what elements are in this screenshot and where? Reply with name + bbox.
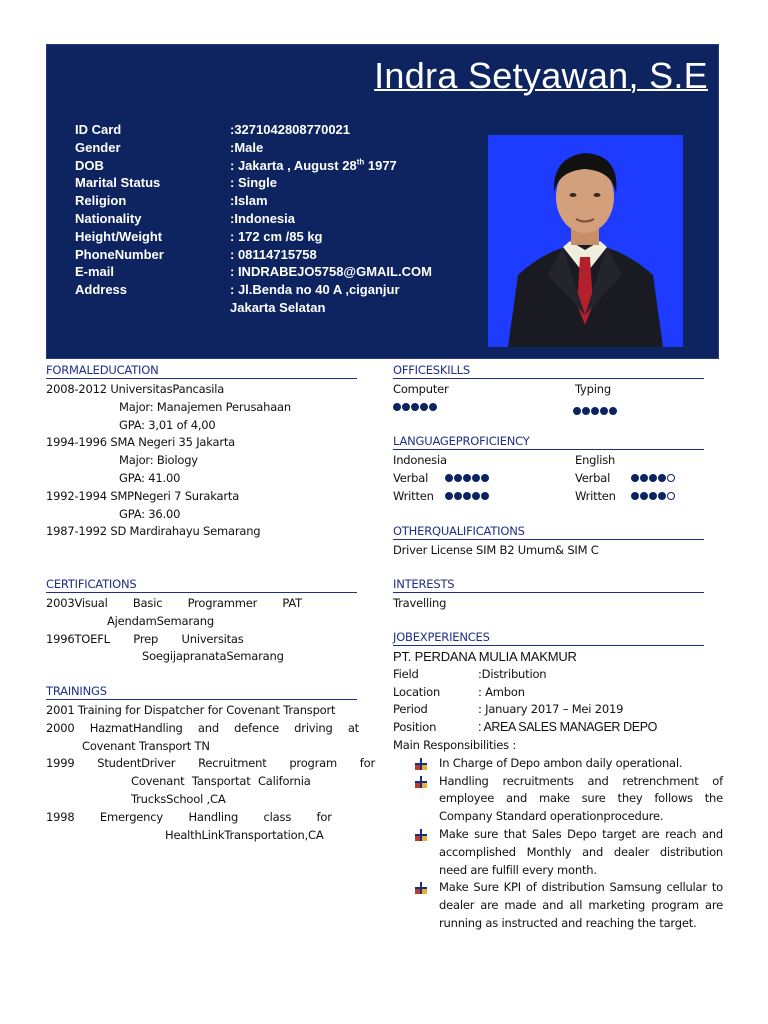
- section-title: OTHERQUALIFICATIONS: [393, 524, 704, 540]
- rating-dot-filled: [631, 492, 639, 500]
- rating-dot-filled: [463, 492, 471, 500]
- training-line: 1999 StudentDriver Recruitment program for: [46, 756, 375, 771]
- job-field-value: : AREA SALES MANAGER DEPO: [478, 720, 657, 735]
- responsibility-item: Make sure that Sales Depo target are reach and accomplished Monthly and dealer distribution need are fulfill every month.: [393, 826, 723, 879]
- indonesia-verbal-rating: [445, 470, 490, 488]
- rating-dot-filled: [658, 474, 666, 482]
- info-label: Religion: [75, 193, 127, 209]
- skill-rating-typing: [573, 403, 618, 421]
- section-title: FORMALEDUCATION: [46, 363, 357, 379]
- education-line: GPA: 3,01 of 4,00: [119, 417, 216, 432]
- section-title: OFFICESKILLS: [393, 363, 704, 379]
- verbal-label: Verbal: [575, 471, 611, 486]
- education-line: Major: Manajemen Perusahaan: [119, 399, 291, 414]
- certification-line: SoegijapranataSemarang: [142, 649, 284, 664]
- rating-dot-filled: [573, 407, 581, 415]
- skill-name: Computer: [393, 382, 449, 396]
- info-value: : Jl.Benda no 40 A ,ciganjur: [230, 282, 400, 298]
- education-line: 1992-1994 SMPNegeri 7 Surakarta: [46, 488, 240, 503]
- rating-dot-filled: [445, 474, 453, 482]
- training-line: Covenant Tansportat California: [131, 774, 311, 789]
- info-label: ID Card: [75, 122, 122, 137]
- training-line: 1998 Emergency Handling class for: [46, 809, 332, 824]
- info-value: : 172 cm /85 kg: [230, 228, 323, 244]
- job-field-label: Period: [393, 702, 428, 717]
- info-value: :3271042808770021: [230, 122, 351, 137]
- info-label: Height/Weight: [75, 228, 163, 244]
- info-value: :Indonesia: [230, 210, 296, 226]
- rating-dot-empty: [667, 474, 675, 482]
- responsibility-item: Handling recruitments and retrenchment of employee and make sure they follows the Company Standard operationprocedure.: [393, 773, 723, 826]
- bullet-icon: [415, 776, 427, 788]
- qualification-text: Driver License SIM B2 Umum& SIM C: [393, 543, 599, 557]
- bullet-icon: [415, 829, 427, 841]
- training-line: 2000 HazmatHandling and defence driving at: [46, 720, 359, 735]
- section-title: JOBEXPERIENCES: [393, 630, 704, 646]
- bullet-icon: [415, 758, 427, 770]
- rating-dot-filled: [640, 474, 648, 482]
- language-name: English: [575, 453, 616, 467]
- info-label: Address: [75, 282, 128, 298]
- other-qualifications-section: [393, 524, 704, 560]
- info-value: : Jakarta , August 28th 1977: [230, 157, 397, 173]
- rating-dot-filled: [481, 474, 489, 482]
- rating-dot-filled: [649, 474, 657, 482]
- info-label: E-mail: [75, 264, 115, 280]
- job-field-label: Location: [393, 684, 441, 699]
- job-field-value: : January 2017 – Mei 2019: [478, 702, 624, 717]
- verbal-label: Verbal: [393, 471, 429, 486]
- english-verbal-rating: [631, 470, 676, 488]
- rating-dot-filled: [454, 492, 462, 500]
- job-field-value: : Ambon: [478, 684, 525, 699]
- certification-line: 1996TOEFL Prep Universitas: [46, 631, 244, 646]
- rating-dot-filled: [454, 474, 462, 482]
- education-line: 2008-2012 UniversitasPancasila: [46, 382, 225, 396]
- bullet-icon: [415, 882, 427, 894]
- written-label: Written: [575, 489, 616, 503]
- certification-line: AjendamSemarang: [107, 613, 214, 628]
- education-line: Major: Biology: [119, 453, 198, 468]
- section-title: INTERESTS: [393, 577, 704, 593]
- language-name: Indonesia: [393, 453, 447, 467]
- rating-dot-filled: [609, 407, 617, 415]
- rating-dot-empty: [667, 492, 675, 500]
- written-label: Written: [393, 489, 434, 503]
- rating-dot-filled: [582, 407, 590, 415]
- job-field-label: Position: [393, 720, 437, 735]
- english-written-rating: [631, 488, 676, 506]
- skill-name: Typing: [575, 382, 611, 396]
- education-line: 1987-1992 SD Mardirahayu Semarang: [46, 524, 261, 539]
- info-value: : 08114715758: [230, 246, 317, 262]
- trainings-section: [46, 684, 376, 844]
- info-value: :Male: [230, 139, 264, 155]
- rating-dot-filled: [411, 403, 419, 411]
- rating-dot-filled: [591, 407, 599, 415]
- info-value: : Single: [230, 175, 277, 191]
- rating-dot-filled: [420, 403, 428, 411]
- office-skills-section: [393, 363, 704, 417]
- rating-dot-filled: [393, 403, 401, 411]
- training-line: Covenant Transport TN: [82, 738, 210, 753]
- section-title: LANGUAGEPROFICIENCY: [393, 434, 704, 450]
- rating-dot-filled: [649, 492, 657, 500]
- person-name: Indra Setyawan, S.E: [374, 55, 708, 96]
- job-experiences-section: [393, 630, 723, 933]
- info-value: : INDRABEJO5758@GMAIL.COM: [230, 264, 432, 280]
- rating-dot-filled: [445, 492, 453, 500]
- responsibility-item: Make Sure KPI of distribution Samsung cellular to dealer are made and all marketing program are running as instructed and reaching the target.: [393, 879, 723, 932]
- interest-text: Travelling: [393, 596, 447, 610]
- info-value: Jakarta Selatan: [230, 299, 326, 315]
- training-line: HealthLinkTransportation,CA: [165, 827, 324, 842]
- education-line: GPA: 41.00: [119, 470, 181, 485]
- rating-dot-filled: [640, 492, 648, 500]
- rating-dot-filled: [429, 403, 437, 411]
- rating-dot-filled: [600, 407, 608, 415]
- rating-dot-filled: [658, 492, 666, 500]
- header-banner: [46, 44, 719, 359]
- rating-dot-filled: [402, 403, 410, 411]
- info-label: DOB: [75, 157, 104, 173]
- rating-dot-filled: [472, 492, 480, 500]
- info-label: PhoneNumber: [75, 246, 164, 262]
- info-label: Marital Status: [75, 175, 161, 191]
- training-line: 2001 Training for Dispatcher for Covenant Transport: [46, 703, 336, 717]
- education-line: GPA: 36.00: [119, 506, 181, 521]
- certification-line: 2003Visual Basic Programmer PAT: [46, 596, 302, 610]
- training-line: TrucksSchool ,CA: [131, 791, 226, 806]
- education-line: 1994-1996 SMA Negeri 35 Jakarta: [46, 435, 236, 450]
- info-label: Nationality: [75, 210, 142, 226]
- profile-photo: [488, 135, 683, 347]
- company-name: PT. PERDANA MULIA MAKMUR: [393, 649, 577, 664]
- rating-dot-filled: [631, 474, 639, 482]
- certifications-section: [46, 577, 357, 666]
- responsibilities-title: Main Responsibilities :: [393, 737, 517, 752]
- formal-education-section: [46, 363, 357, 541]
- rating-dot-filled: [472, 474, 480, 482]
- interests-section: [393, 577, 704, 613]
- rating-dot-filled: [481, 492, 489, 500]
- info-value: :Islam: [230, 193, 268, 209]
- job-field-label: Field: [393, 666, 419, 681]
- section-title: TRAININGS: [46, 684, 357, 700]
- responsibility-item: In Charge of Depo ambon daily operational.: [393, 755, 723, 773]
- skill-rating-computer: [393, 399, 438, 417]
- info-label: Gender: [75, 139, 121, 155]
- indonesia-written-rating: [445, 488, 490, 506]
- section-title: CERTIFICATIONS: [46, 577, 357, 593]
- job-field-value: :Distribution: [478, 666, 547, 681]
- language-proficiency-section: [393, 434, 704, 505]
- rating-dot-filled: [463, 474, 471, 482]
